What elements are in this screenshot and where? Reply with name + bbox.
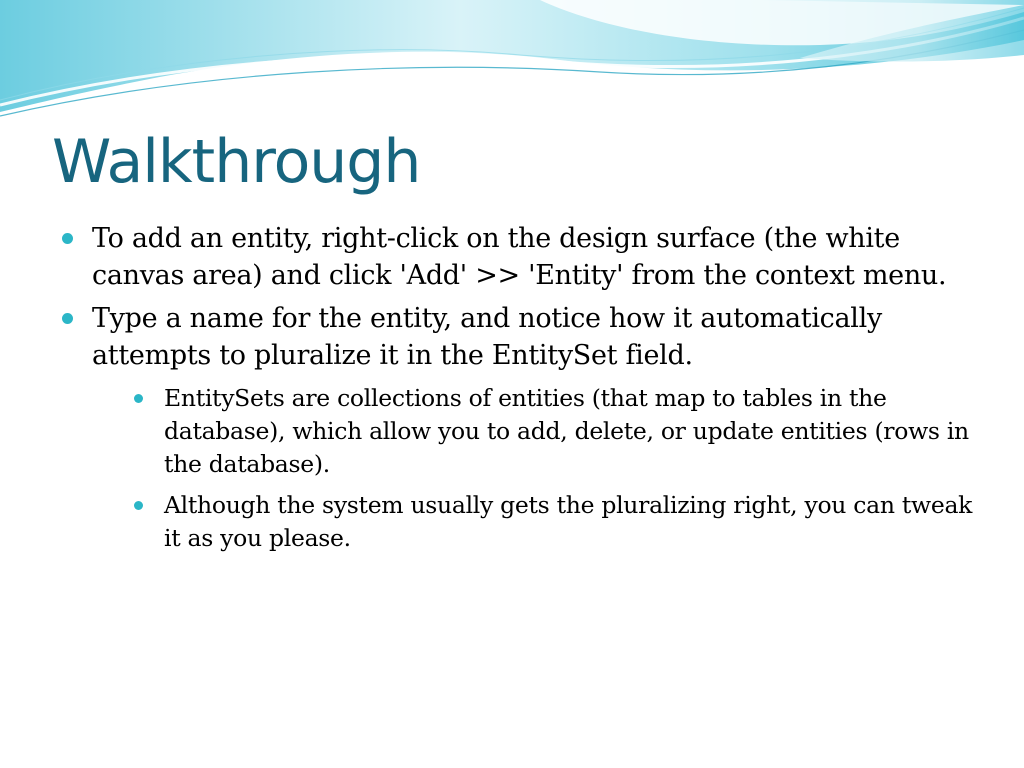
bullet-text: To add an entity, right-click on the design surface (the white canvas area) and click 'Add' >> 'Entity' from the context menu. xyxy=(92,223,947,291)
sub-bullet-text: Although the system usually gets the pluralizing right, you can tweak it as you please. xyxy=(164,491,973,552)
sub-bullet-text: EntitySets are collections of entities (that map to tables in the database), which allow you to add, delete, or update entities (rows in the database). xyxy=(164,384,969,478)
bullet-dot-icon xyxy=(62,313,73,324)
sub-list-item xyxy=(122,382,982,481)
bullet-text: Type a name for the entity, and notice how it automatically attempts to pluralize it in the EntitySet field. xyxy=(92,303,882,371)
sub-bullet-list xyxy=(92,382,982,555)
bullet-dot-icon xyxy=(134,394,143,403)
bullet-dot-icon xyxy=(62,233,73,244)
slide-title: Walkthrough xyxy=(52,127,421,197)
bullet-dot-icon xyxy=(134,501,143,510)
sub-list-item xyxy=(122,489,982,555)
list-item xyxy=(62,300,982,555)
bullet-list xyxy=(62,220,982,555)
slide-body xyxy=(62,220,982,563)
header-wave-decoration xyxy=(0,0,1024,130)
list-item xyxy=(62,220,982,294)
